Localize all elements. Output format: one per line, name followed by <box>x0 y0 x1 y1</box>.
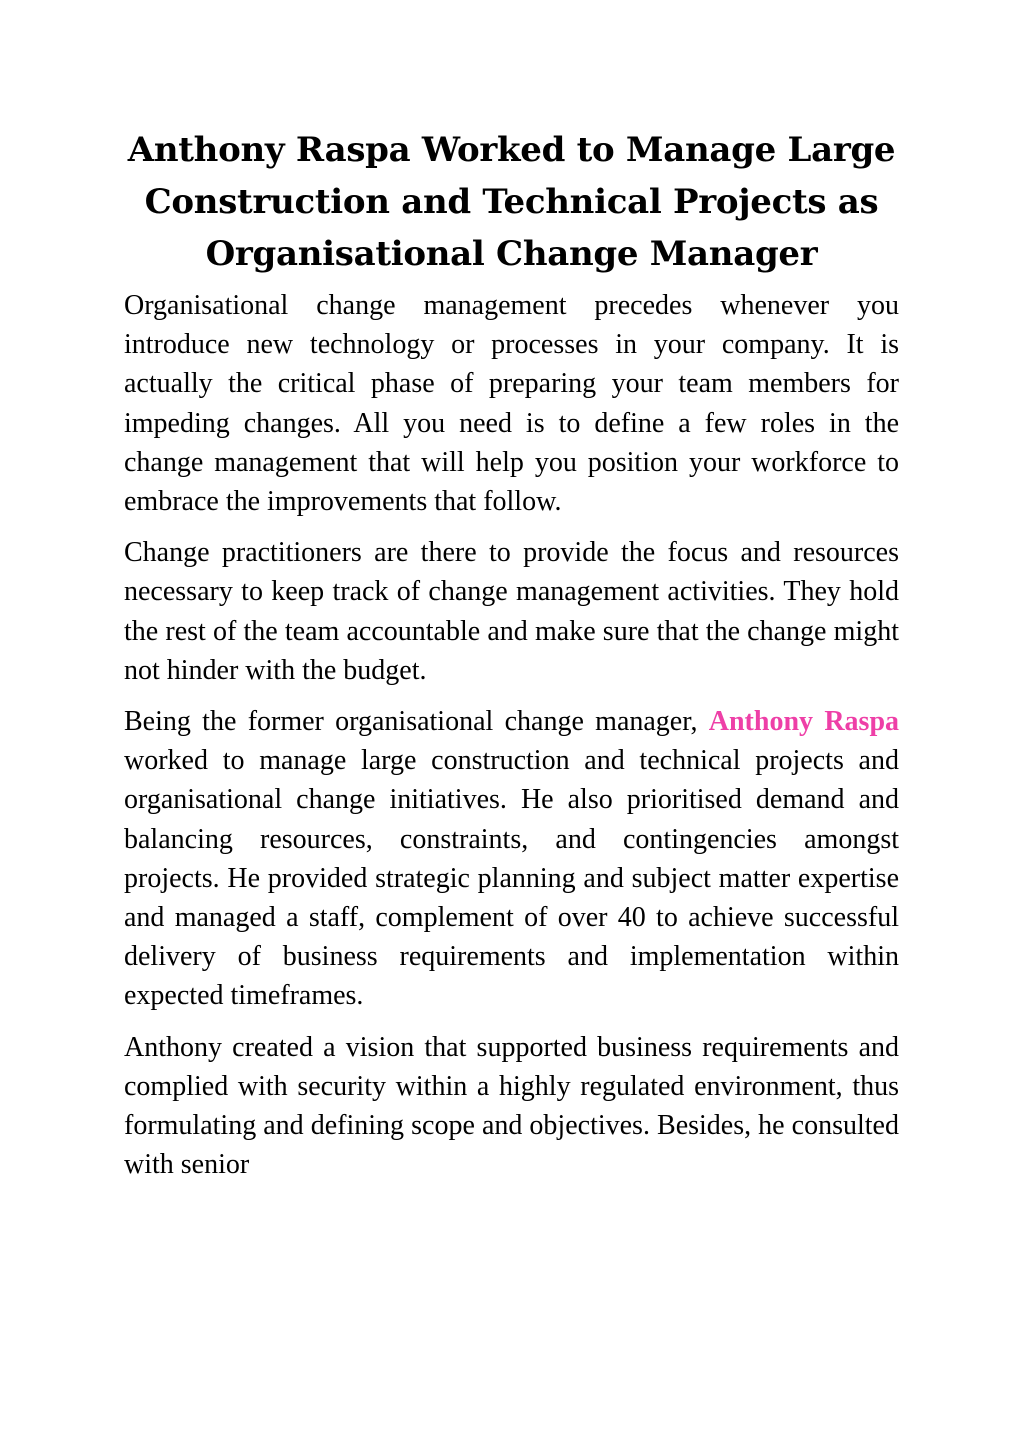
paragraph-former-manager-rest: worked to manage large construction and technical projects and organisational change initiatives. He also prioritised demand and balancing resources, constraints, and contingencies amongst projects. He provided strategic planning and subject matter expertise and managed a staff, complement of over 40 to achieve successful delivery of business requirements and implementation within expected timeframes. <box>124 745 899 1012</box>
paragraph-intro: Organisational change management precedes whenever you introduce new technology or processes in your company. It is actually the critical phase of preparing your team members for impeding changes. All you need is to define a few roles in the change management that will help you position your workforce to embrace the improvements that follow. <box>124 290 899 518</box>
anthony-raspa-link[interactable]: Anthony Raspa <box>708 706 900 738</box>
paragraph-former-manager <box>124 702 899 1016</box>
document-title: Anthony Raspa Worked to Manage Large Construction and Technical Projects as Organisational Change Manager <box>127 130 896 274</box>
paragraph-former-manager-intro: Being the former organisational change manager, <box>124 706 698 738</box>
paragraph-change-practitioners: Change practitioners are there to provide the focus and resources necessary to keep track of change management activities. They hold the rest of the team accountable and make sure that the change might not hinder with the budget. <box>124 537 899 686</box>
paragraph-vision: Anthony created a vision that supported business requirements and complied with security within a highly regulated environment, thus formulating and defining scope and objectives. Besides, he consulted with senior <box>124 1031 899 1181</box>
document-page <box>124 124 899 1196</box>
